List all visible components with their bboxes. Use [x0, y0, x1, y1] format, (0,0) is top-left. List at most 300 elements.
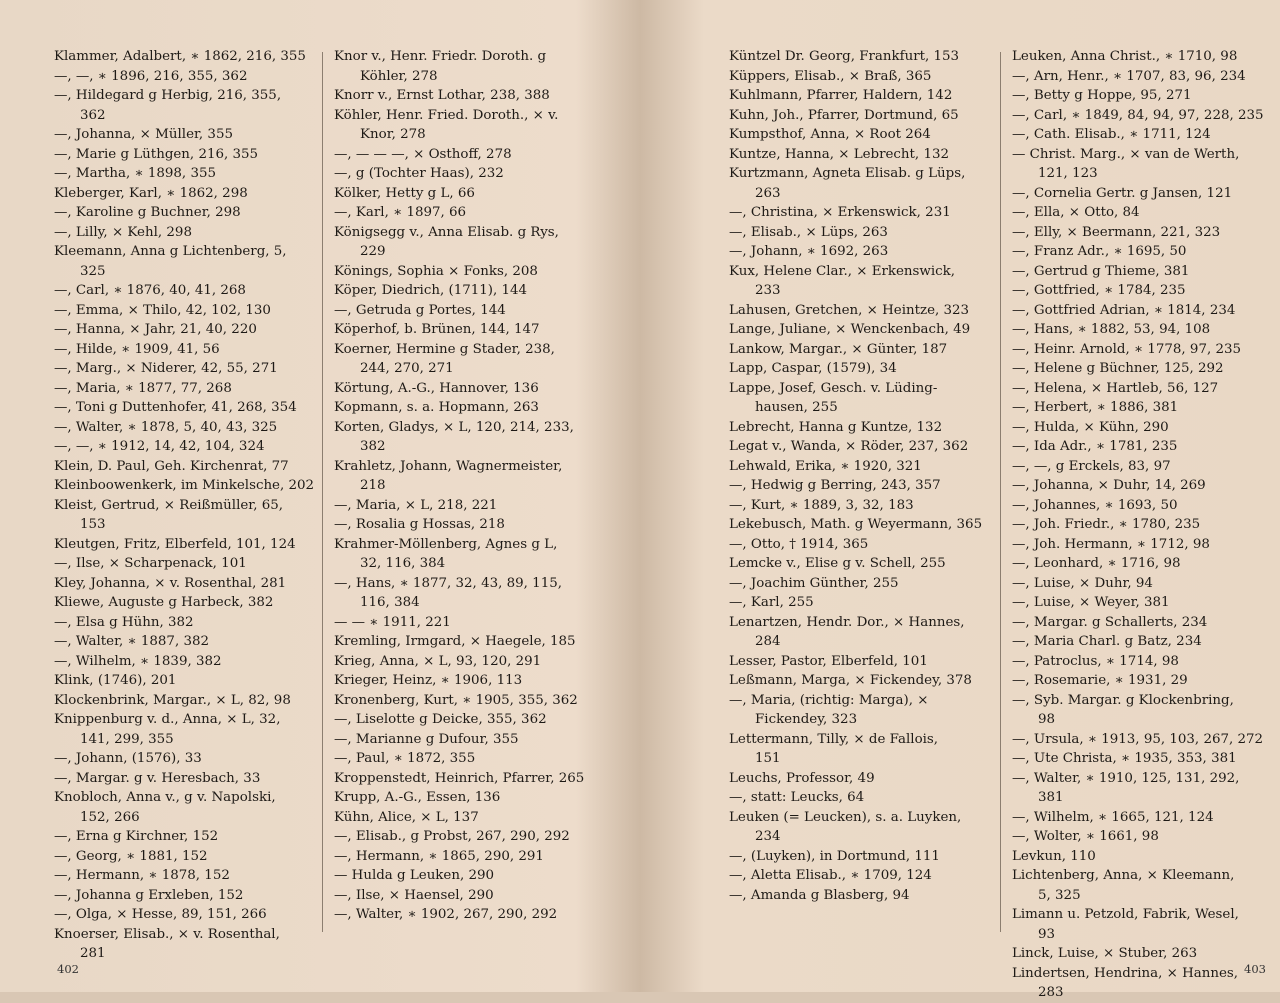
index-entry	[334, 769, 584, 789]
index-entry	[334, 281, 584, 301]
index-entry-continuation: 234	[755, 829, 781, 844]
index-entry-line: —, Ute Christa, ∗ 1935, 353, 381	[1012, 751, 1237, 766]
index-entry-line: —, Marie g Lüthgen, 216, 355	[54, 146, 259, 162]
index-entry-continuation: 98	[1038, 712, 1056, 727]
index-entry	[54, 301, 314, 321]
index-entry	[729, 788, 982, 808]
index-entry-line: —, Joh. Friedr., ∗ 1780, 235	[1012, 517, 1201, 532]
index-column-2	[334, 47, 584, 925]
page-number-right: 403	[1244, 962, 1266, 976]
index-entry	[729, 515, 982, 535]
index-entry-line: —, Margar. g v. Heresbach, 33	[54, 770, 261, 786]
index-entry	[334, 203, 584, 223]
index-entry	[1012, 340, 1264, 360]
index-entry-line: Kleutgen, Fritz, Elberfeld, 101, 124	[54, 536, 296, 552]
index-entry	[1012, 242, 1264, 262]
index-entry-line: Krieger, Heinz, ∗ 1906, 113	[334, 673, 523, 688]
index-entry-line: Kurtzmann, Agneta Elisab. g Lüps,	[729, 166, 966, 181]
index-entry-line: —, Maria, (richtig: Marga), ×	[729, 692, 929, 708]
index-entry-line: —, Kurt, ∗ 1889, 3, 32, 183	[729, 497, 914, 513]
index-entry	[1012, 535, 1264, 555]
index-entry	[54, 866, 314, 886]
index-entry-line: —, Elisab., × Lüps, 263	[729, 224, 888, 240]
index-entry-line: —, Gottfried Adrian, ∗ 1814, 234	[1012, 302, 1236, 318]
index-entry	[54, 457, 314, 477]
index-entry-line: Korten, Gladys, × L, 120, 214, 233,	[334, 419, 574, 435]
index-entry-line: —, Helena, × Hartleb, 56, 127	[1012, 380, 1219, 396]
index-entry	[54, 769, 314, 789]
index-entry	[729, 613, 982, 652]
index-entry-continuation: 116, 384	[360, 595, 420, 610]
index-entry	[1012, 613, 1264, 633]
index-entry	[334, 164, 584, 184]
index-entry	[334, 398, 584, 418]
index-entry-line: —, Patroclus, ∗ 1714, 98	[1012, 653, 1179, 669]
index-entry	[729, 769, 982, 789]
index-entry	[54, 691, 314, 711]
index-entry	[334, 827, 584, 847]
index-entry-line: —, Syb. Margar. g Klockenbring,	[1012, 692, 1234, 708]
index-entry	[334, 905, 584, 925]
index-entry	[54, 710, 314, 749]
index-entry-line: Lebrecht, Hanna g Kuntze, 132	[729, 419, 943, 435]
index-entry-line: —, Aletta Elisab., ∗ 1709, 124	[729, 868, 932, 883]
page-right	[640, 0, 1280, 1000]
index-entry	[1012, 691, 1264, 730]
index-entry	[729, 535, 982, 555]
index-entry-line: —, Olga, × Hesse, 89, 151, 266	[54, 907, 267, 922]
index-entry-line: Kronenberg, Kurt, ∗ 1905, 355, 362	[334, 692, 578, 708]
index-entry	[54, 652, 314, 672]
index-entry-line: —, Wilhelm, ∗ 1665, 121, 124	[1012, 809, 1214, 825]
index-entry-line: Limann u. Petzold, Fabrik, Wesel,	[1012, 907, 1239, 922]
index-entry	[54, 535, 314, 555]
index-entry-line: Köhler, Henr. Fried. Doroth., × v.	[334, 107, 559, 123]
index-entry-continuation: 229	[360, 244, 386, 259]
index-entry	[334, 749, 584, 769]
index-entry-continuation: 5, 325	[1038, 887, 1081, 903]
index-entry	[334, 496, 584, 516]
index-entry	[54, 671, 314, 691]
index-entry-line: Lesser, Pastor, Elberfeld, 101	[729, 653, 928, 669]
index-entry-continuation: 233	[755, 283, 781, 298]
index-entry-line: —, Luise, × Duhr, 94	[1012, 575, 1153, 591]
index-entry-line: —, Elsa g Hühn, 382	[54, 614, 194, 630]
index-entry	[54, 320, 314, 340]
index-entry	[729, 866, 982, 886]
index-entry-line: —, (Luyken), in Dortmund, 111	[729, 848, 940, 864]
index-entry-line: —, Hermann, ∗ 1878, 152	[54, 868, 230, 883]
index-entry-line: —, Hermann, ∗ 1865, 290, 291	[334, 848, 544, 864]
index-entry	[729, 320, 982, 340]
index-entry	[1012, 652, 1264, 672]
index-entry	[334, 788, 584, 808]
index-entry	[54, 905, 314, 925]
page-number-left: 402	[57, 962, 79, 976]
index-entry	[54, 359, 314, 379]
index-entry	[334, 262, 584, 282]
index-entry-continuation: 283	[1038, 985, 1064, 1000]
index-entry-line: Kleist, Gertrud, × Reißmüller, 65,	[54, 497, 284, 513]
index-column-1	[54, 47, 314, 964]
index-entry	[1012, 847, 1264, 867]
index-entry	[54, 379, 314, 399]
index-entry-line: —, Karl, ∗ 1897, 66	[334, 205, 467, 220]
index-entry	[729, 418, 982, 438]
index-entry	[334, 652, 584, 672]
index-entry	[54, 203, 314, 223]
index-entry	[54, 184, 314, 204]
page-left	[0, 0, 640, 992]
index-entry-continuation: 244, 270, 271	[360, 361, 454, 376]
index-entry	[729, 808, 982, 847]
index-entry	[729, 691, 982, 730]
index-entry-line: —, Luise, × Weyer, 381	[1012, 595, 1170, 610]
index-entry	[334, 515, 584, 535]
index-entry	[1012, 437, 1264, 457]
index-entry-line: —, Hilde, ∗ 1909, 41, 56	[54, 341, 220, 357]
index-entry-continuation: hausen, 255	[755, 400, 838, 415]
index-entry-line: —, Marg., × Niderer, 42, 55, 271	[54, 361, 278, 376]
index-entry-line: Lange, Juliane, × Wenckenbach, 49	[729, 322, 971, 337]
index-entry	[54, 593, 314, 613]
index-entry	[729, 164, 982, 203]
index-entry-line: —, Leonhard, ∗ 1716, 98	[1012, 556, 1181, 571]
index-entry-line: Knoerser, Elisab., × v. Rosenthal,	[54, 926, 280, 942]
index-entry-line: Kliewe, Auguste g Harbeck, 382	[54, 595, 274, 610]
index-entry-continuation: 325	[80, 263, 106, 279]
index-entry-line: Kleinboowenkerk, im Minkelsche, 202	[54, 478, 315, 493]
index-entry	[54, 613, 314, 633]
index-entry-line: Knippenburg v. d., Anna, × L, 32,	[54, 712, 281, 727]
index-entry-line: —, Walter, ∗ 1902, 267, 290, 292	[334, 907, 558, 922]
index-entry	[729, 86, 982, 106]
index-entry-line: —, — — —, × Osthoff, 278	[334, 146, 512, 162]
index-entry	[1012, 554, 1264, 574]
index-entry-line: —, Ida Adr., ∗ 1781, 235	[1012, 439, 1178, 454]
index-entry	[54, 418, 314, 438]
index-entry-line: —, Maria Charl. g Batz, 234	[1012, 634, 1202, 649]
index-entry	[1012, 145, 1264, 184]
index-entry-line: —, Elisab., g Probst, 267, 290, 292	[334, 829, 570, 844]
index-entry-line: —, Johanna, × Duhr, 14, 269	[1012, 478, 1206, 493]
index-entry-continuation: Knor, 278	[360, 127, 426, 142]
index-entry	[1012, 808, 1264, 828]
index-entry-line: Kux, Helene Clar., × Erkenswick,	[729, 263, 956, 279]
index-entry-continuation: 284	[755, 634, 781, 649]
index-entry	[334, 808, 584, 828]
index-column-4	[1012, 47, 1264, 1003]
index-entry	[729, 379, 982, 418]
index-entry	[54, 281, 314, 301]
index-entry	[54, 145, 314, 165]
index-entry	[334, 671, 584, 691]
index-entry	[729, 340, 982, 360]
index-entry	[334, 86, 584, 106]
index-entry	[729, 262, 982, 301]
index-column-3	[729, 47, 982, 905]
index-entry-line: —, Elly, × Beermann, 221, 323	[1012, 224, 1221, 240]
index-entry-line: —, Gertrud g Thieme, 381	[1012, 263, 1190, 279]
index-entry-line: —, Heinr. Arnold, ∗ 1778, 97, 235	[1012, 341, 1242, 357]
index-entry-line: —, Erna g Kirchner, 152	[54, 829, 219, 844]
index-entry-line: Könings, Sophia × Fonks, 208	[334, 263, 538, 279]
index-entry-continuation: 362	[80, 107, 106, 123]
index-entry-line: —, Liselotte g Deicke, 355, 362	[334, 712, 547, 727]
index-entry	[334, 379, 584, 399]
index-entry	[729, 730, 982, 769]
index-entry	[54, 476, 314, 496]
index-entry	[334, 847, 584, 867]
index-entry	[1012, 574, 1264, 594]
index-entry-line: Leßmann, Marga, × Fickendey, 378	[729, 673, 972, 688]
index-entry	[54, 749, 314, 769]
index-entry-line: Krahmer-Möllenberg, Agnes g L,	[334, 536, 558, 552]
index-entry-line: —, Lilly, × Kehl, 298	[54, 224, 192, 240]
index-entry-line: Lekebusch, Math. g Weyermann, 365	[729, 517, 983, 532]
index-entry	[54, 47, 314, 67]
index-entry	[1012, 593, 1264, 613]
index-entry-line: Klockenbrink, Margar., × L, 82, 98	[54, 692, 291, 708]
index-entry-line: — Hulda g Leuken, 290	[334, 868, 495, 883]
index-entry	[1012, 320, 1264, 340]
index-entry-line: —, Walter, ∗ 1887, 382	[54, 634, 210, 649]
index-entry	[54, 574, 314, 594]
index-entry-line: —, Hans, ∗ 1877, 32, 43, 89, 115,	[334, 575, 562, 591]
index-entry-line: —, —, ∗ 1912, 14, 42, 104, 324	[54, 439, 265, 454]
index-entry	[334, 457, 584, 496]
index-entry-line: — Christ. Marg., × van de Werth,	[1012, 146, 1240, 162]
index-entry-line: —, Rosemarie, ∗ 1931, 29	[1012, 673, 1188, 688]
index-entry-continuation: 381	[1038, 790, 1064, 805]
index-entry-line: —, Joh. Hermann, ∗ 1712, 98	[1012, 536, 1210, 552]
index-entry	[729, 671, 982, 691]
index-entry-continuation: 151	[755, 751, 781, 766]
index-entry-line: —, Amanda g Blasberg, 94	[729, 887, 910, 903]
index-entry-line: Lankow, Margar., × Günter, 187	[729, 341, 948, 357]
index-entry-line: —, Hedwig g Berring, 243, 357	[729, 478, 941, 493]
index-entry	[729, 203, 982, 223]
index-entry-line: Kölker, Hetty g L, 66	[334, 185, 475, 201]
index-entry-line: —, Karoline g Buchner, 298	[54, 205, 241, 220]
index-entry	[1012, 905, 1264, 944]
index-entry-line: —, Martha, ∗ 1898, 355	[54, 166, 217, 181]
index-entry-line: Lindertsen, Hendrina, × Hannes,	[1012, 965, 1239, 981]
index-entry-line: Küntzel Dr. Georg, Frankfurt, 153	[729, 49, 960, 64]
index-entry-continuation: 281	[80, 946, 106, 961]
column-divider	[1000, 52, 1001, 932]
index-entry-line: —, —, ∗ 1896, 216, 355, 362	[54, 68, 248, 84]
index-entry	[729, 437, 982, 457]
index-entry	[334, 691, 584, 711]
index-entry	[54, 847, 314, 867]
index-entry	[54, 67, 314, 87]
index-entry	[1012, 866, 1264, 905]
index-entry	[54, 437, 314, 457]
index-entry-line: Kumpsthof, Anna, × Root 264	[729, 127, 931, 142]
index-entry-line: Klammer, Adalbert, ∗ 1862, 216, 355	[54, 49, 306, 64]
index-entry	[334, 47, 584, 86]
index-entry-line: —, Walter, ∗ 1878, 5, 40, 43, 325	[54, 419, 278, 435]
index-entry-line: —, Wolter, ∗ 1661, 98	[1012, 829, 1159, 844]
index-entry-line: —, Marianne g Dufour, 355	[334, 731, 519, 747]
index-entry-line: —, Maria, ∗ 1877, 77, 268	[54, 380, 232, 396]
index-entry	[729, 574, 982, 594]
index-entry-continuation: 152, 266	[80, 809, 140, 825]
index-entry-continuation: 382	[360, 439, 386, 454]
index-entry	[334, 340, 584, 379]
index-entry	[1012, 515, 1264, 535]
index-entry	[729, 496, 982, 516]
index-entry	[334, 535, 584, 574]
index-entry	[1012, 281, 1264, 301]
index-entry	[1012, 301, 1264, 321]
index-entry-line: —, Hildegard g Herbig, 216, 355,	[54, 88, 282, 103]
index-entry	[334, 632, 584, 652]
index-entry	[54, 925, 314, 964]
index-entry	[334, 145, 584, 165]
index-entry-line: —, statt: Leucks, 64	[729, 790, 865, 805]
index-entry-line: Lehwald, Erika, ∗ 1920, 321	[729, 458, 922, 474]
index-entry	[729, 554, 982, 574]
index-entry	[729, 457, 982, 477]
index-entry-line: — — ∗ 1911, 221	[334, 614, 451, 630]
index-entry	[1012, 749, 1264, 769]
index-entry	[54, 496, 314, 535]
index-entry-line: Kopmann, s. a. Hopmann, 263	[334, 400, 539, 415]
index-entry-line: —, Karl, 255	[729, 595, 814, 610]
index-entry-line: —, Margar. g Schallerts, 234	[1012, 614, 1208, 630]
index-entry	[54, 554, 314, 574]
index-entry	[729, 593, 982, 613]
index-entry-line: —, Johanna, × Müller, 355	[54, 127, 233, 142]
index-entry-line: Lahusen, Gretchen, × Heintze, 323	[729, 302, 970, 318]
index-entry-line: Levkun, 110	[1012, 848, 1096, 864]
index-entry	[729, 301, 982, 321]
index-entry-line: —, Johannes, ∗ 1693, 50	[1012, 497, 1178, 513]
index-entry-line: —, Ilse, × Scharpenack, 101	[54, 556, 247, 571]
index-entry	[1012, 379, 1264, 399]
index-entry-line: Köperhof, b. Brünen, 144, 147	[334, 322, 540, 337]
index-entry	[334, 710, 584, 730]
index-entry	[334, 418, 584, 457]
index-entry	[1012, 476, 1264, 496]
index-entry-line: —, Ilse, × Haensel, 290	[334, 887, 494, 903]
index-entry	[729, 242, 982, 262]
index-entry-line: —, Johann, ∗ 1692, 263	[729, 244, 889, 259]
index-entry	[729, 652, 982, 672]
index-entry-line: —, Arn, Henr., ∗ 1707, 83, 96, 234	[1012, 68, 1246, 84]
index-entry-line: —, Hulda, × Kühn, 290	[1012, 419, 1169, 435]
index-entry	[54, 86, 314, 125]
index-entry-line: Leuken, Anna Christ., ∗ 1710, 98	[1012, 49, 1238, 64]
index-entry	[1012, 223, 1264, 243]
index-entry	[1012, 496, 1264, 516]
index-entry-continuation: 32, 116, 384	[360, 556, 446, 571]
index-entry	[1012, 398, 1264, 418]
index-entry-line: Kuhlmann, Pfarrer, Haldern, 142	[729, 88, 953, 103]
index-entry-line: Kuntze, Hanna, × Lebrecht, 132	[729, 146, 950, 162]
index-entry	[1012, 125, 1264, 145]
index-entry-continuation: 141, 299, 355	[80, 731, 174, 747]
index-entry-line: Lichtenberg, Anna, × Kleemann,	[1012, 868, 1235, 883]
index-entry	[334, 613, 584, 633]
index-entry	[334, 866, 584, 886]
index-entry-line: —, —, g Erckels, 83, 97	[1012, 458, 1171, 474]
index-entry-line: Knobloch, Anna v., g v. Napolski,	[54, 790, 276, 805]
index-entry	[729, 47, 982, 67]
index-entry-line: Lappe, Josef, Gesch. v. Lüding-	[729, 380, 938, 396]
index-entry	[729, 145, 982, 165]
index-entry-line: —, Maria, × L, 218, 221	[334, 497, 498, 513]
index-entry	[1012, 944, 1264, 964]
index-entry	[334, 574, 584, 613]
index-entry-line: Kroppenstedt, Heinrich, Pfarrer, 265	[334, 770, 585, 786]
index-entry	[334, 184, 584, 204]
index-entry-line: Lemcke v., Elise g v. Schell, 255	[729, 556, 946, 571]
index-entry-line: Küppers, Elisab., × Braß, 365	[729, 68, 932, 84]
index-entry-line: Kley, Johanna, × v. Rosenthal, 281	[54, 575, 287, 591]
index-entry-line: Lettermann, Tilly, × de Fallois,	[729, 731, 939, 747]
index-entry-continuation: 218	[360, 478, 386, 493]
index-entry-line: Körtung, A.-G., Hannover, 136	[334, 380, 539, 396]
index-entry	[729, 106, 982, 126]
index-entry	[334, 886, 584, 906]
index-entry	[54, 788, 314, 827]
index-entry	[1012, 827, 1264, 847]
index-entry-line: —, Walter, ∗ 1910, 125, 131, 292,	[1012, 770, 1240, 786]
index-entry-line: Königsegg v., Anna Elisab. g Rys,	[334, 224, 559, 240]
index-entry-line: Knorr v., Ernst Lothar, 238, 388	[334, 88, 550, 103]
index-entry-line: Kremling, Irmgard, × Haegele, 185	[334, 634, 576, 649]
index-entry-line: Legat v., Wanda, × Röder, 237, 362	[729, 439, 969, 454]
index-entry-line: —, Hans, ∗ 1882, 53, 94, 108	[1012, 322, 1211, 337]
index-entry	[54, 632, 314, 652]
index-entry	[334, 730, 584, 750]
index-entry-line: —, Helene g Büchner, 125, 292	[1012, 361, 1224, 376]
index-entry	[729, 223, 982, 243]
index-entry	[1012, 418, 1264, 438]
index-entry-line: —, Rosalia g Hossas, 218	[334, 517, 505, 532]
index-entry	[54, 827, 314, 847]
index-entry	[1012, 184, 1264, 204]
index-entry	[54, 340, 314, 360]
index-entry-continuation: 121, 123	[1038, 166, 1098, 181]
index-entry-line: —, Wilhelm, ∗ 1839, 382	[54, 653, 222, 669]
column-divider	[322, 52, 323, 932]
index-entry-line: —, Hanna, × Jahr, 21, 40, 220	[54, 322, 257, 337]
index-entry-line: —, Toni g Duttenhofer, 41, 268, 354	[54, 400, 297, 415]
index-entry	[1012, 86, 1264, 106]
index-entry	[1012, 769, 1264, 808]
index-entry-line: Krahletz, Johann, Wagnermeister,	[334, 458, 563, 474]
index-entry-line: —, Ella, × Otto, 84	[1012, 205, 1140, 220]
index-entry-line: Lapp, Caspar, (1579), 34	[729, 361, 897, 376]
index-entry	[54, 164, 314, 184]
index-entry-line: —, Johann, (1576), 33	[54, 751, 202, 766]
index-entry	[1012, 262, 1264, 282]
index-entry-line: —, Betty g Hoppe, 95, 271	[1012, 88, 1192, 103]
index-entry	[1012, 106, 1264, 126]
index-entry-line: —, Gottfried, ∗ 1784, 235	[1012, 283, 1186, 298]
index-entry	[1012, 457, 1264, 477]
index-entry-continuation: 153	[80, 517, 106, 532]
index-entry-line: —, Joachim Günther, 255	[729, 575, 899, 591]
index-entry	[334, 223, 584, 262]
index-entry	[729, 359, 982, 379]
index-entry	[1012, 632, 1264, 652]
index-entry-line: Klein, D. Paul, Geh. Kirchenrat, 77	[54, 458, 289, 474]
